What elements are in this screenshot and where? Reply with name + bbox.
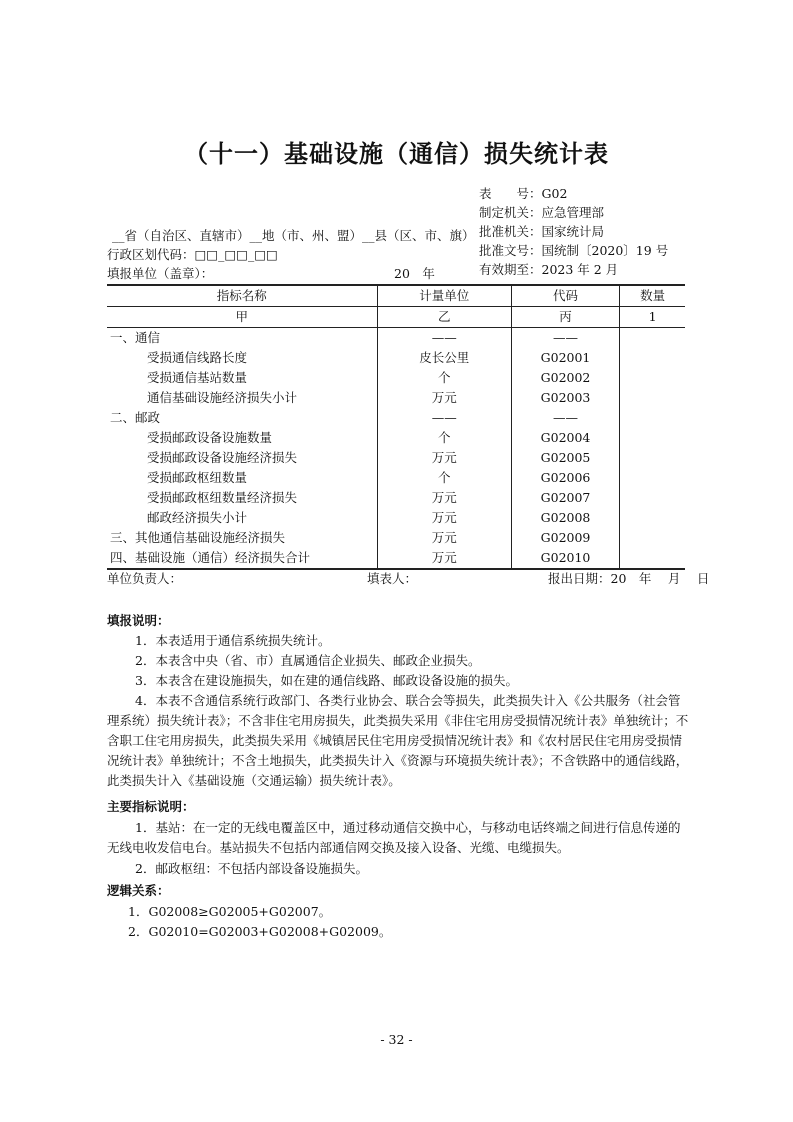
filler-label: 填表人： [367, 571, 418, 586]
table-row [107, 388, 685, 408]
logic-item: 2．G02010=G02003+G02008+G02009。 [128, 924, 392, 939]
approval-number: 批准文号：国统制〔2020〕19 号 [479, 243, 669, 258]
table-header-row [107, 285, 685, 307]
row-name-cell: 邮政经济损失小计 [147, 510, 248, 525]
row-code-cell: G02008 [511, 508, 619, 528]
row-quantity-cell[interactable] [620, 548, 685, 569]
row-code-cell: G02007 [511, 488, 619, 508]
row-code-cell: G02003 [511, 388, 619, 408]
page-number: - 32 - [380, 1032, 413, 1047]
row-quantity-cell[interactable] [620, 388, 685, 408]
col-header-unit: 计量单位 [377, 285, 511, 307]
table-row [107, 408, 685, 428]
row-quantity-cell[interactable] [620, 408, 685, 428]
table-row [107, 468, 685, 488]
row-quantity-cell[interactable] [620, 348, 685, 368]
table-row [107, 528, 685, 548]
table-row [107, 548, 685, 569]
col-header-name: 指标名称 [107, 285, 377, 307]
table-row [107, 448, 685, 468]
row-name-cell: 受损邮政枢纽数量 [147, 470, 248, 485]
fill-item: 3．本表含在建设施损失，如在建的通信线路、邮政设备设施的损失。 [135, 673, 518, 688]
row-name-cell: 受损邮政设备设施经济损失 [147, 450, 298, 465]
table-index-row [107, 307, 685, 328]
row-name-cell: 受损通信基站数量 [147, 370, 248, 385]
fill-item: 4．本表不含通信系统行政部门、各类行业协会、联合会等损失，此类损失计入《公共服务（社会管理系统）损失统计表》；不含非住宅用房损失，此类损失采用《非住宅用房受损情况统计表》单独统计；不含职工住宅用房损失，此类损失采用《城镇居民住宅用房受损情况统计表》和《农村居民住宅用房受损情况统计表》单独统计；不含土地损失，此类损失计入《资源与环境损失统计表》；不含铁路中的通信线路，此类损失计入《基础设施（交通运输）损失统计表》。 [107, 693, 689, 788]
row-quantity-cell[interactable] [620, 468, 685, 488]
row-code-cell: G02002 [511, 368, 619, 388]
index-cell: 乙 [377, 307, 511, 328]
maker-agency: 制定机关：应急管理部 [479, 205, 605, 220]
fill-instructions-heading: 填报说明： [107, 613, 170, 628]
row-quantity-cell[interactable] [620, 508, 685, 528]
index-cell: 1 [620, 307, 685, 328]
table-row [107, 348, 685, 368]
row-code-cell: G02009 [511, 528, 619, 548]
row-quantity-cell[interactable] [620, 448, 685, 468]
row-name-cell: 三、其他通信基础设施经济损失 [110, 530, 286, 545]
row-unit-cell: 个 [377, 368, 511, 388]
row-name-cell: 一、通信 [110, 330, 161, 345]
page-title: （十一）基础设施（通信）损失统计表 [184, 140, 609, 168]
logic-heading: 逻辑关系： [107, 883, 170, 898]
row-name-cell: 通信基础设施经济损失小计 [147, 390, 298, 405]
reporting-unit-label: 填报单位（盖章）： [107, 266, 214, 281]
form-meta [479, 184, 668, 279]
row-unit-cell: 万元 [377, 388, 511, 408]
table-row [107, 488, 685, 508]
row-quantity-cell[interactable] [620, 328, 685, 349]
valid-until: 有效期至：2023 年 2 月 [479, 262, 619, 277]
row-quantity-cell[interactable] [620, 368, 685, 388]
col-header-code: 代码 [511, 285, 619, 307]
indicator-heading: 主要指标说明： [107, 799, 195, 814]
index-cell: 丙 [511, 307, 619, 328]
row-unit-cell: 万元 [377, 448, 511, 468]
indicator-item: 1．基站：在一定的无线电覆盖区中，通过移动通信交换中心，与移动电话终端之间进行信息传递的无线电收发信电台。基站损失不包括内部通信网交换及接入设备、光缆、电缆损失。 [107, 820, 681, 855]
row-code-cell: G02001 [511, 348, 619, 368]
row-quantity-cell[interactable] [620, 428, 685, 448]
row-code-cell: G02004 [511, 428, 619, 448]
indicator-item: 2．邮政枢纽：不包括内部设备设施损失。 [135, 861, 368, 876]
row-code-cell: G02005 [511, 448, 619, 468]
row-unit-cell: 个 [377, 428, 511, 448]
row-unit-cell: —— [377, 328, 511, 349]
row-unit-cell: 万元 [377, 508, 511, 528]
statistics-table [107, 284, 685, 570]
logic-item: 1．G02008≥G02005+G02007。 [128, 904, 332, 919]
row-unit-cell: 万元 [377, 528, 511, 548]
row-quantity-cell[interactable] [620, 528, 685, 548]
form-number: 表 号：G02 [479, 186, 568, 201]
table-row [107, 508, 685, 528]
admin-code-line: 行政区划代码：□□_□□_□□ [107, 247, 278, 262]
row-name-cell: 四、基础设施（通信）经济损失合计 [107, 548, 377, 569]
row-code-cell: —— [511, 328, 619, 349]
row-name-cell: 受损邮政设备设施数量 [147, 430, 273, 445]
region-line: __省（自治区、直辖市）__地（市、州、盟）__县（区、市、旗） [112, 228, 475, 243]
row-code-cell: —— [511, 408, 619, 428]
row-code-cell: G02010 [511, 548, 619, 569]
table-row [107, 428, 685, 448]
unit-responsible-label: 单位负责人： [107, 571, 183, 586]
row-name-cell: 二、邮政 [110, 410, 161, 425]
table-row [107, 368, 685, 388]
report-date-label: 报出日期：20 年 月 日 [548, 571, 710, 586]
col-header-quantity: 数量 [620, 285, 685, 307]
row-quantity-cell[interactable] [620, 488, 685, 508]
row-name-cell: 受损通信线路长度 [147, 350, 248, 365]
table-row [107, 328, 685, 349]
row-code-cell: G02006 [511, 468, 619, 488]
row-unit-cell: —— [377, 408, 511, 428]
approver-agency: 批准机关：国家统计局 [479, 224, 605, 239]
fill-item: 2．本表含中央（省、市）直属通信企业损失、邮政企业损失。 [135, 653, 481, 668]
row-unit-cell: 个 [377, 468, 511, 488]
row-unit-cell: 万元 [377, 488, 511, 508]
fill-item: 1．本表适用于通信系统损失统计。 [135, 633, 331, 648]
row-unit-cell: 万元 [377, 548, 511, 569]
row-name-cell: 受损邮政枢纽数量经济损失 [147, 490, 298, 505]
report-year: 20 年 [394, 266, 435, 281]
index-cell: 甲 [107, 307, 377, 328]
row-unit-cell: 皮长公里 [377, 348, 511, 368]
